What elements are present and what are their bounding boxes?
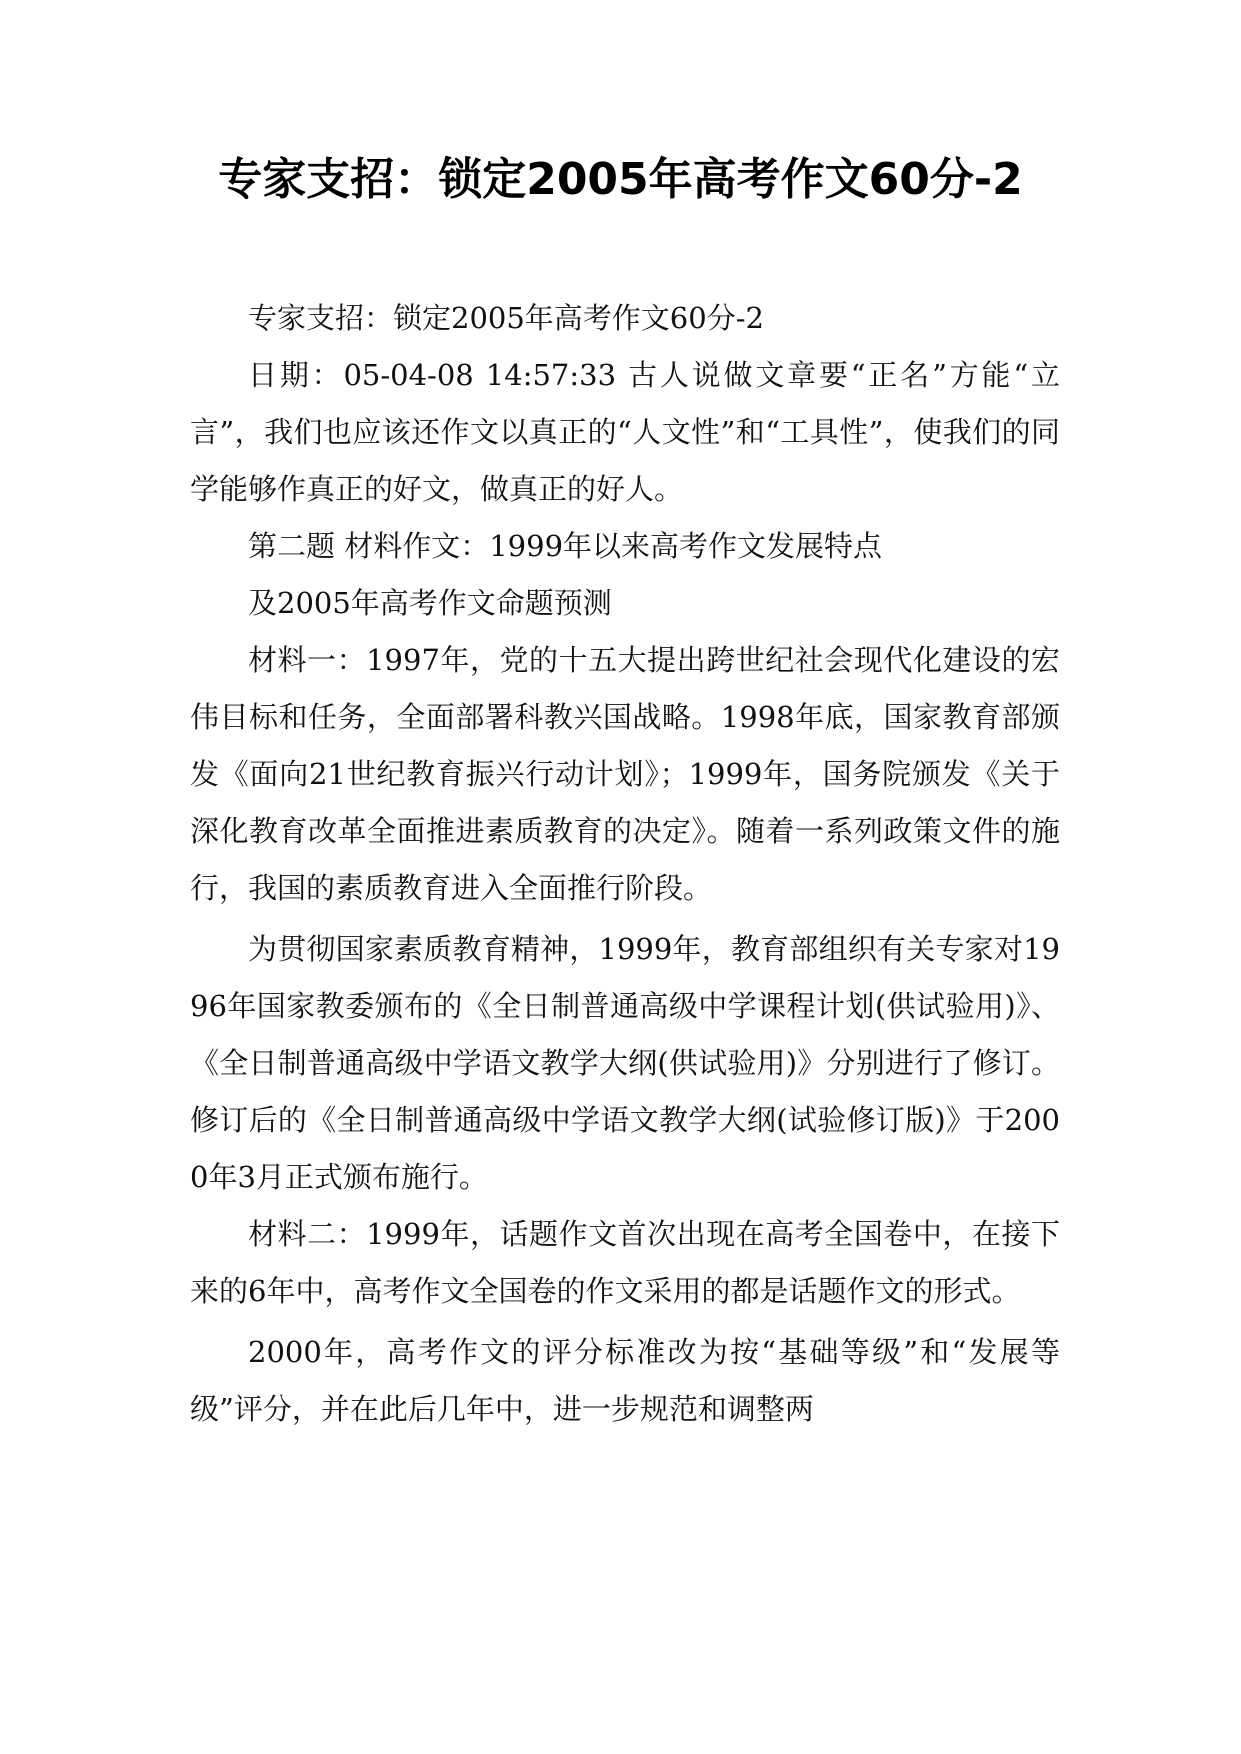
paragraph-question-heading: 第二题 材料作文：1999年以来高考作文发展特点 [248,529,883,563]
document-title: 专家支招：锁定2005年高考作文60分-2 [218,154,1023,205]
paragraph-question-heading-cont: 及2005年高考作文命题预测 [248,586,612,620]
paragraph-material-one: 材料一：1997年，党的十五大提出跨世纪社会现代化建设的宏伟目标和任务，全面部署科教兴国战略。1998年底，国家教育部颁发《面向21世纪教育振兴行动计划》；1999年，国务院颁发《关于深化教育改革全面推进素质教育的决定》。随着一系列政策文件的施行，我国的素质教育进入全面推行阶段。 [190,643,1060,905]
document-body [190,290,1060,1438]
paragraph-subtitle: 专家支招：锁定2005年高考作文60分-2 [248,301,764,335]
paragraph-curriculum-revision: 为贯彻国家素质教育精神，1999年，教育部组织有关专家对1996年国家教委颁布的《全日制普通高级中学课程计划(供试验用)》、《全日制普通高级中学语文教学大纲(供试验用)》分别进行了修订。修订后的《全日制普通高级中学语文教学大纲(试验修订版)》于2000年3月正式颁布施行。 [190,932,1060,1194]
paragraph-scoring-standard: 2000年，高考作文的评分标准改为按“基础等级”和“发展等级”评分，并在此后几年中，进一步规范和调整两 [190,1335,1060,1426]
paragraph-material-two: 材料二：1999年，话题作文首次出现在高考全国卷中，在接下来的6年中，高考作文全国卷的作文采用的都是话题作文的形式。 [190,1217,1060,1308]
paragraph-date-intro: 日期：05-04-08 14:57:33 古人说做文章要“正名”方能“立言”，我们也应该还作文以真正的“人文性”和“工具性”，使我们的同学能够作真正的好文，做真正的好人。 [190,358,1060,506]
